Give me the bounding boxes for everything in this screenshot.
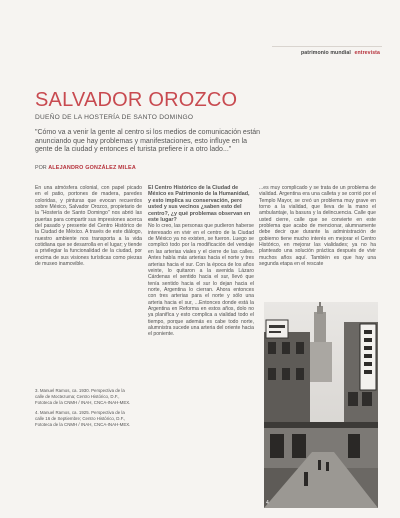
pull-quote: "Cómo va a venir la gente al centro si los medios de comunicación están anunciando que hay problemas y manifestaciones, esto influye en la gente de la ciudad y entonces el turista prefiere ir a otro lado..." <box>35 129 261 153</box>
section-primary: patrimonio mundial <box>301 50 351 56</box>
column-3-text: ...es muy complicado y se trata de un problema de vialidad. Argentina era una calleta y se corrió por el Templo Mayor, se creó un problema muy grave en torno a la vialidad, que lleva de la mano el ambulantaje, la basura y la delincuencia. Calle que usted cierre, calle que se convierte en este problema que acabo de mencionar, alumnamente debe decir que durante la administración de gobierno tiene mucho interés en mejorar el Centro Histórico, en mejorar las vialidades; ya no ha planteado una solución práctica después de vivir muchos años aquí. También es que hay una segunda etapa en el rescate <box>259 185 376 268</box>
text-column-2 <box>148 185 254 338</box>
street-photo-illustration <box>264 302 378 508</box>
column-1-text: En una atmósfera colonial, con papel picado en el patio, portones de madera, paredes coloridas, y pinturas que evocan recuerdos sobre México, Salvador Orozco, propietario de la "Hostería de Santo Domingo" nos abrió las puertas para compartir sus impresiones acerca del pasado y presente del Centro Histórico de la Ciudad de México. A través de este diálogo, nuestro ambiente nos transporta a la vida cotidiana que se desarrolla en el lugar; y tiende a privilegiar la funcionalidad de la ciudad, por encima de sus visiones turísticas como piezas de museo inamovible. <box>35 185 142 268</box>
article-title: SALVADOR OROZCO <box>35 89 238 111</box>
byline-author: ALEJANDRO GONZÁLEZ MILEA <box>48 165 136 171</box>
article-subtitle: DUEÑO DE LA HOSTERÍA DE SANTO DOMINGO <box>35 114 194 121</box>
section-secondary: entrevista <box>354 50 380 56</box>
photo-number: 4 <box>266 500 269 506</box>
historic-street-photo <box>264 302 378 508</box>
interview-question: El Centro Histórico de la Ciudad de México es Patrimonio de la Humanidad, y esto implica su conservación, pero usted y sus vecinos ¿saben esto del centro?, ¿y qué problemas observan en este lugar? <box>148 185 251 224</box>
caption-3: 3. Manuel Ramos, ca. 1930. Perspectiva de la calle de Moctezuma; Centro Histórico, D.F., Fototeca de la CNMH / INAH, CNCA-INAH-MEX. <box>35 388 131 406</box>
header-rule <box>272 46 382 47</box>
text-column-3 <box>259 185 376 267</box>
caption-4: 4. Manuel Ramos, ca. 1925. Perspectiva de la calle 16 de Septiembre; Centro Histórico, D.F., Fototeca de la CNMH / INAH, CNCA-INAH-MEX. <box>35 410 131 428</box>
column-2-text: No lo creo, las personas que pudieron haberse interesado en vivir en el centro de la Ciudad de México ya no existen, se fueron. Luego se complicó todo por la modificación del vendaje en las arterias viales y el cierre de las calles. Antes había más arterias hacia el norte y tres arterias hacia el sur. Con la época de los años veinte, lo quitaron a la avenida Lázaro Cárdenas el sentido hacia el sur, llevó que tenía sentido hacia el sur lo dejan hacia el norte, Argentina lo cierran. Ahora entonces con tres arterias para el norte y sólo una arteria hacia el sur, ...Entonces donde está la Argentina en Reforma en estos años, dolo no ya planifíca y esto complica a vialidad todo el tiempo, porque además es cabe todo norte, alumnistra sucede una arteria del oriente hacia el poniente. <box>148 223 254 338</box>
photo-captions <box>35 388 135 433</box>
byline-prefix: POR <box>35 165 47 171</box>
text-column-1 <box>35 185 142 267</box>
section-tag <box>301 50 380 56</box>
byline <box>35 165 136 171</box>
